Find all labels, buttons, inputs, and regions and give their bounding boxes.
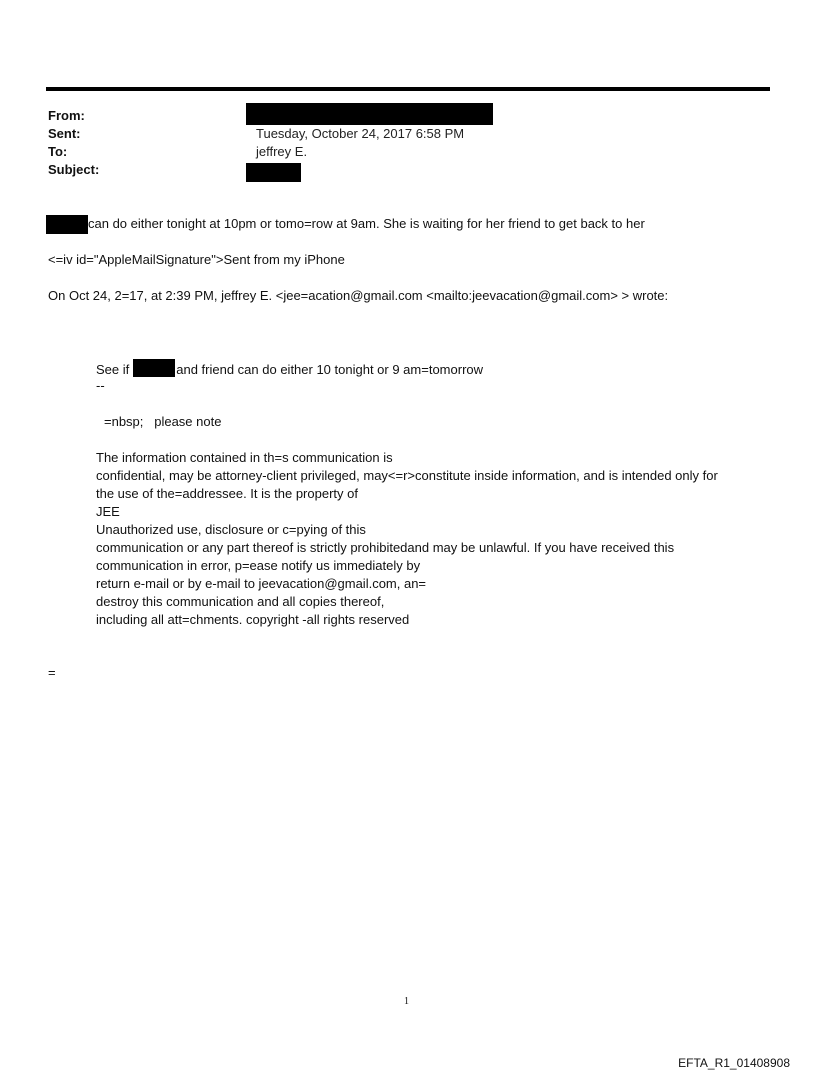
quoted-request-suffix: and friend can do either 10 tonight or 9 am=tomorrow: [176, 362, 484, 377]
disclaimer-line: the use of the=addressee. It is the property of: [96, 486, 358, 501]
document-id: EFTA_R1_01408908: [678, 1056, 790, 1070]
from-redaction: [246, 103, 493, 125]
disclaimer-line: JEE: [96, 504, 120, 519]
subject-redaction: [246, 163, 301, 182]
quoted-request-line: [96, 359, 483, 379]
sent-value: Tuesday, October 24, 2017 6:58 PM: [256, 126, 465, 141]
disclaimer-line: communication or any part thereof is strictly prohibitedand may be unlawful. If you have received this: [96, 540, 675, 555]
from-label: From:: [48, 108, 85, 123]
quoted-name-redaction: [133, 359, 175, 377]
subject-label: Subject:: [48, 162, 100, 177]
name-redaction: [46, 215, 88, 234]
disclaimer-line: Unauthorized use, disclosure or c=pying of this: [96, 522, 366, 537]
disclaimer-line: communication in error, p=ease notify us immediately by: [96, 558, 421, 573]
body-line-2: <=iv id="AppleMailSignature">Sent from my iPhone: [48, 252, 345, 267]
header-rule: [46, 87, 770, 91]
disclaimer-line: destroy this communication and all copies thereof,: [96, 594, 385, 609]
page-number: 1: [404, 996, 409, 1007]
sent-label: Sent:: [48, 126, 81, 141]
quoted-request-prefix: See if: [96, 362, 130, 377]
body-line-3: On Oct 24, 2=17, at 2:39 PM, jeffrey E. <jee=acation@gmail.com <mailto:jeevacation@gmail.com> > wrote:: [48, 288, 669, 303]
disclaimer-line: including all att=chments. copyright -all rights reserved: [96, 612, 410, 627]
nbsp-note: =nbsp; please note: [104, 414, 222, 429]
trailing-equals: =: [48, 665, 56, 680]
body-line-1: can do either tonight at 10pm or tomo=row at 9am. She is waiting for her friend to get back to her: [88, 216, 645, 231]
signature-dashes: --: [96, 378, 105, 393]
disclaimer-line: The information contained in th=s communication is: [96, 450, 393, 465]
disclaimer-line: return e-mail or by e-mail to jeevacation@gmail.com, an=: [96, 576, 427, 591]
disclaimer-line: confidential, may be attorney-client privileged, may<=r>constitute inside information, and is intended only for: [96, 468, 718, 483]
to-value: jeffrey E.: [256, 144, 308, 159]
to-label: To:: [48, 144, 68, 159]
